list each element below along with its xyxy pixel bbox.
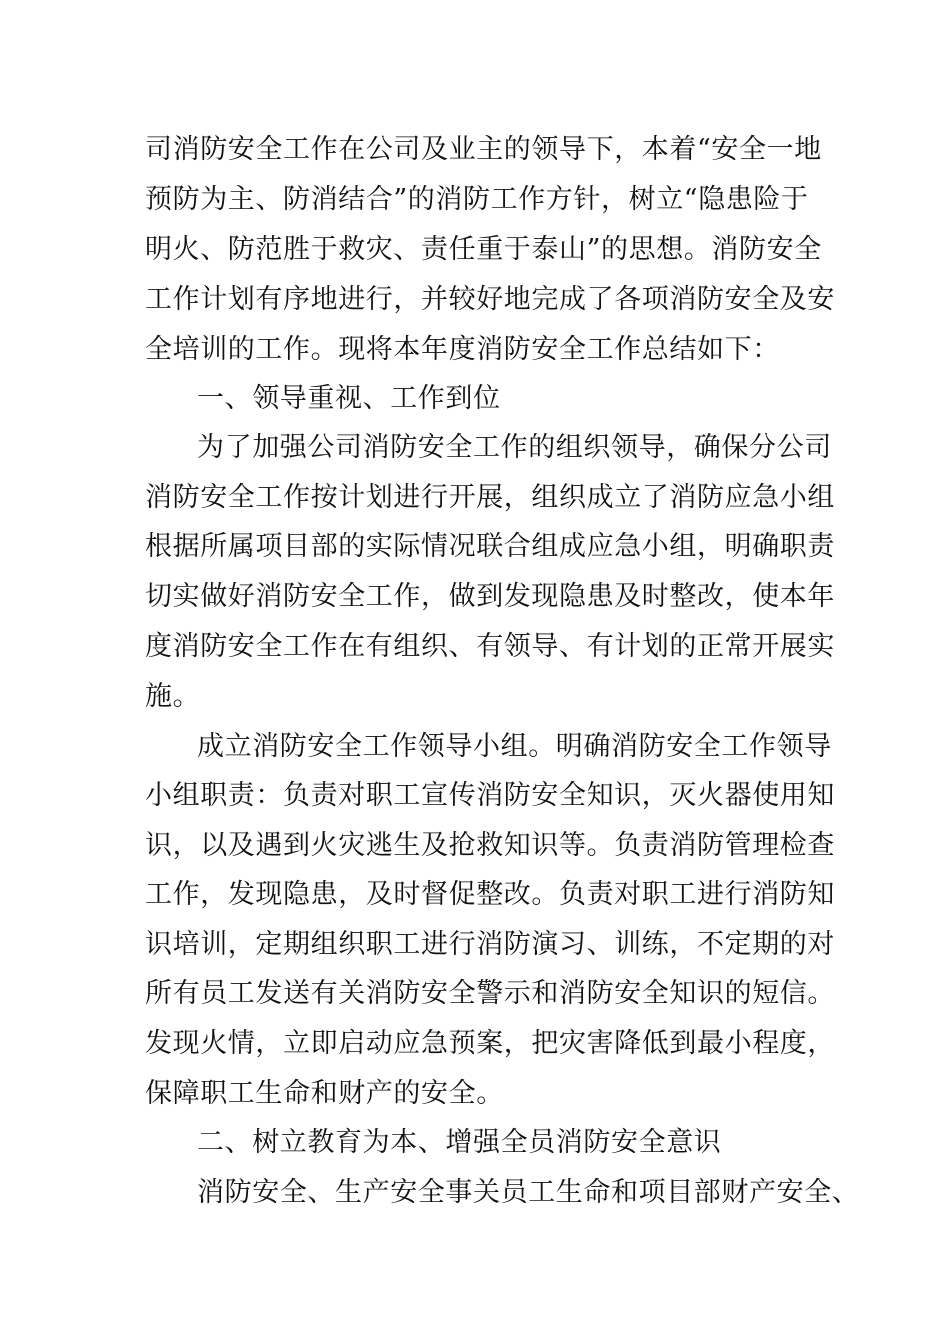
text-line: 根据所属项目部的实际情况联合组成应急小组，明确职责 bbox=[145, 531, 835, 562]
text-line: 全培训的工作。现将本年度消防安全工作总结如下： bbox=[145, 334, 780, 365]
section-heading: 一、领导重视、工作到位 bbox=[197, 383, 501, 414]
text-line: 明火、防范胜于救灾、责任重于泰山”的思想。消防安全 bbox=[145, 234, 822, 265]
section-heading: 二、树立教育为本、增强全员消防安全意识 bbox=[197, 1127, 722, 1158]
text-line: 成立消防安全工作领导小组。明确消防安全工作领导 bbox=[197, 731, 832, 762]
text-line: 消防安全工作按计划进行开展，组织成立了消防应急小组 bbox=[145, 482, 835, 513]
text-line: 为了加强公司消防安全工作的组织领导，确保分公司 bbox=[197, 432, 832, 463]
text-line: 度消防安全工作在有组织、有领导、有计划的正常开展实 bbox=[145, 631, 835, 662]
text-line: 小组职责：负责对职工宣传消防安全知识，灭火器使用知 bbox=[145, 780, 835, 811]
text-line: 识，以及遇到火灾逃生及抢救知识等。负责消防管理检查 bbox=[145, 830, 835, 861]
text-line: 司消防安全工作在公司及业主的领导下，本着“安全一地 bbox=[145, 134, 822, 165]
text-line: 识培训，定期组织职工进行消防演习、训练，不定期的对 bbox=[145, 929, 835, 960]
text-line: 发现火情，立即启动应急预案，把灾害降低到最小程度， bbox=[145, 1028, 835, 1059]
text-line: 保障职工生命和财产的安全。 bbox=[145, 1078, 504, 1109]
text-line: 工作，发现隐患，及时督促整改。负责对职工进行消防知 bbox=[145, 879, 835, 910]
text-line: 消防安全、生产安全事关员工生命和项目部财产安全、 bbox=[197, 1177, 860, 1208]
text-line: 工作计划有序地进行，并较好地完成了各项消防安全及安 bbox=[145, 284, 835, 315]
text-line: 切实做好消防安全工作，做到发现隐患及时整改，使本年 bbox=[145, 581, 835, 612]
text-line: 预防为主、防消结合”的消防工作方针，树立“隐患险于 bbox=[145, 184, 809, 215]
text-line: 施。 bbox=[145, 681, 201, 712]
text-line: 所有员工发送有关消防安全警示和消防安全知识的短信。 bbox=[145, 978, 835, 1009]
